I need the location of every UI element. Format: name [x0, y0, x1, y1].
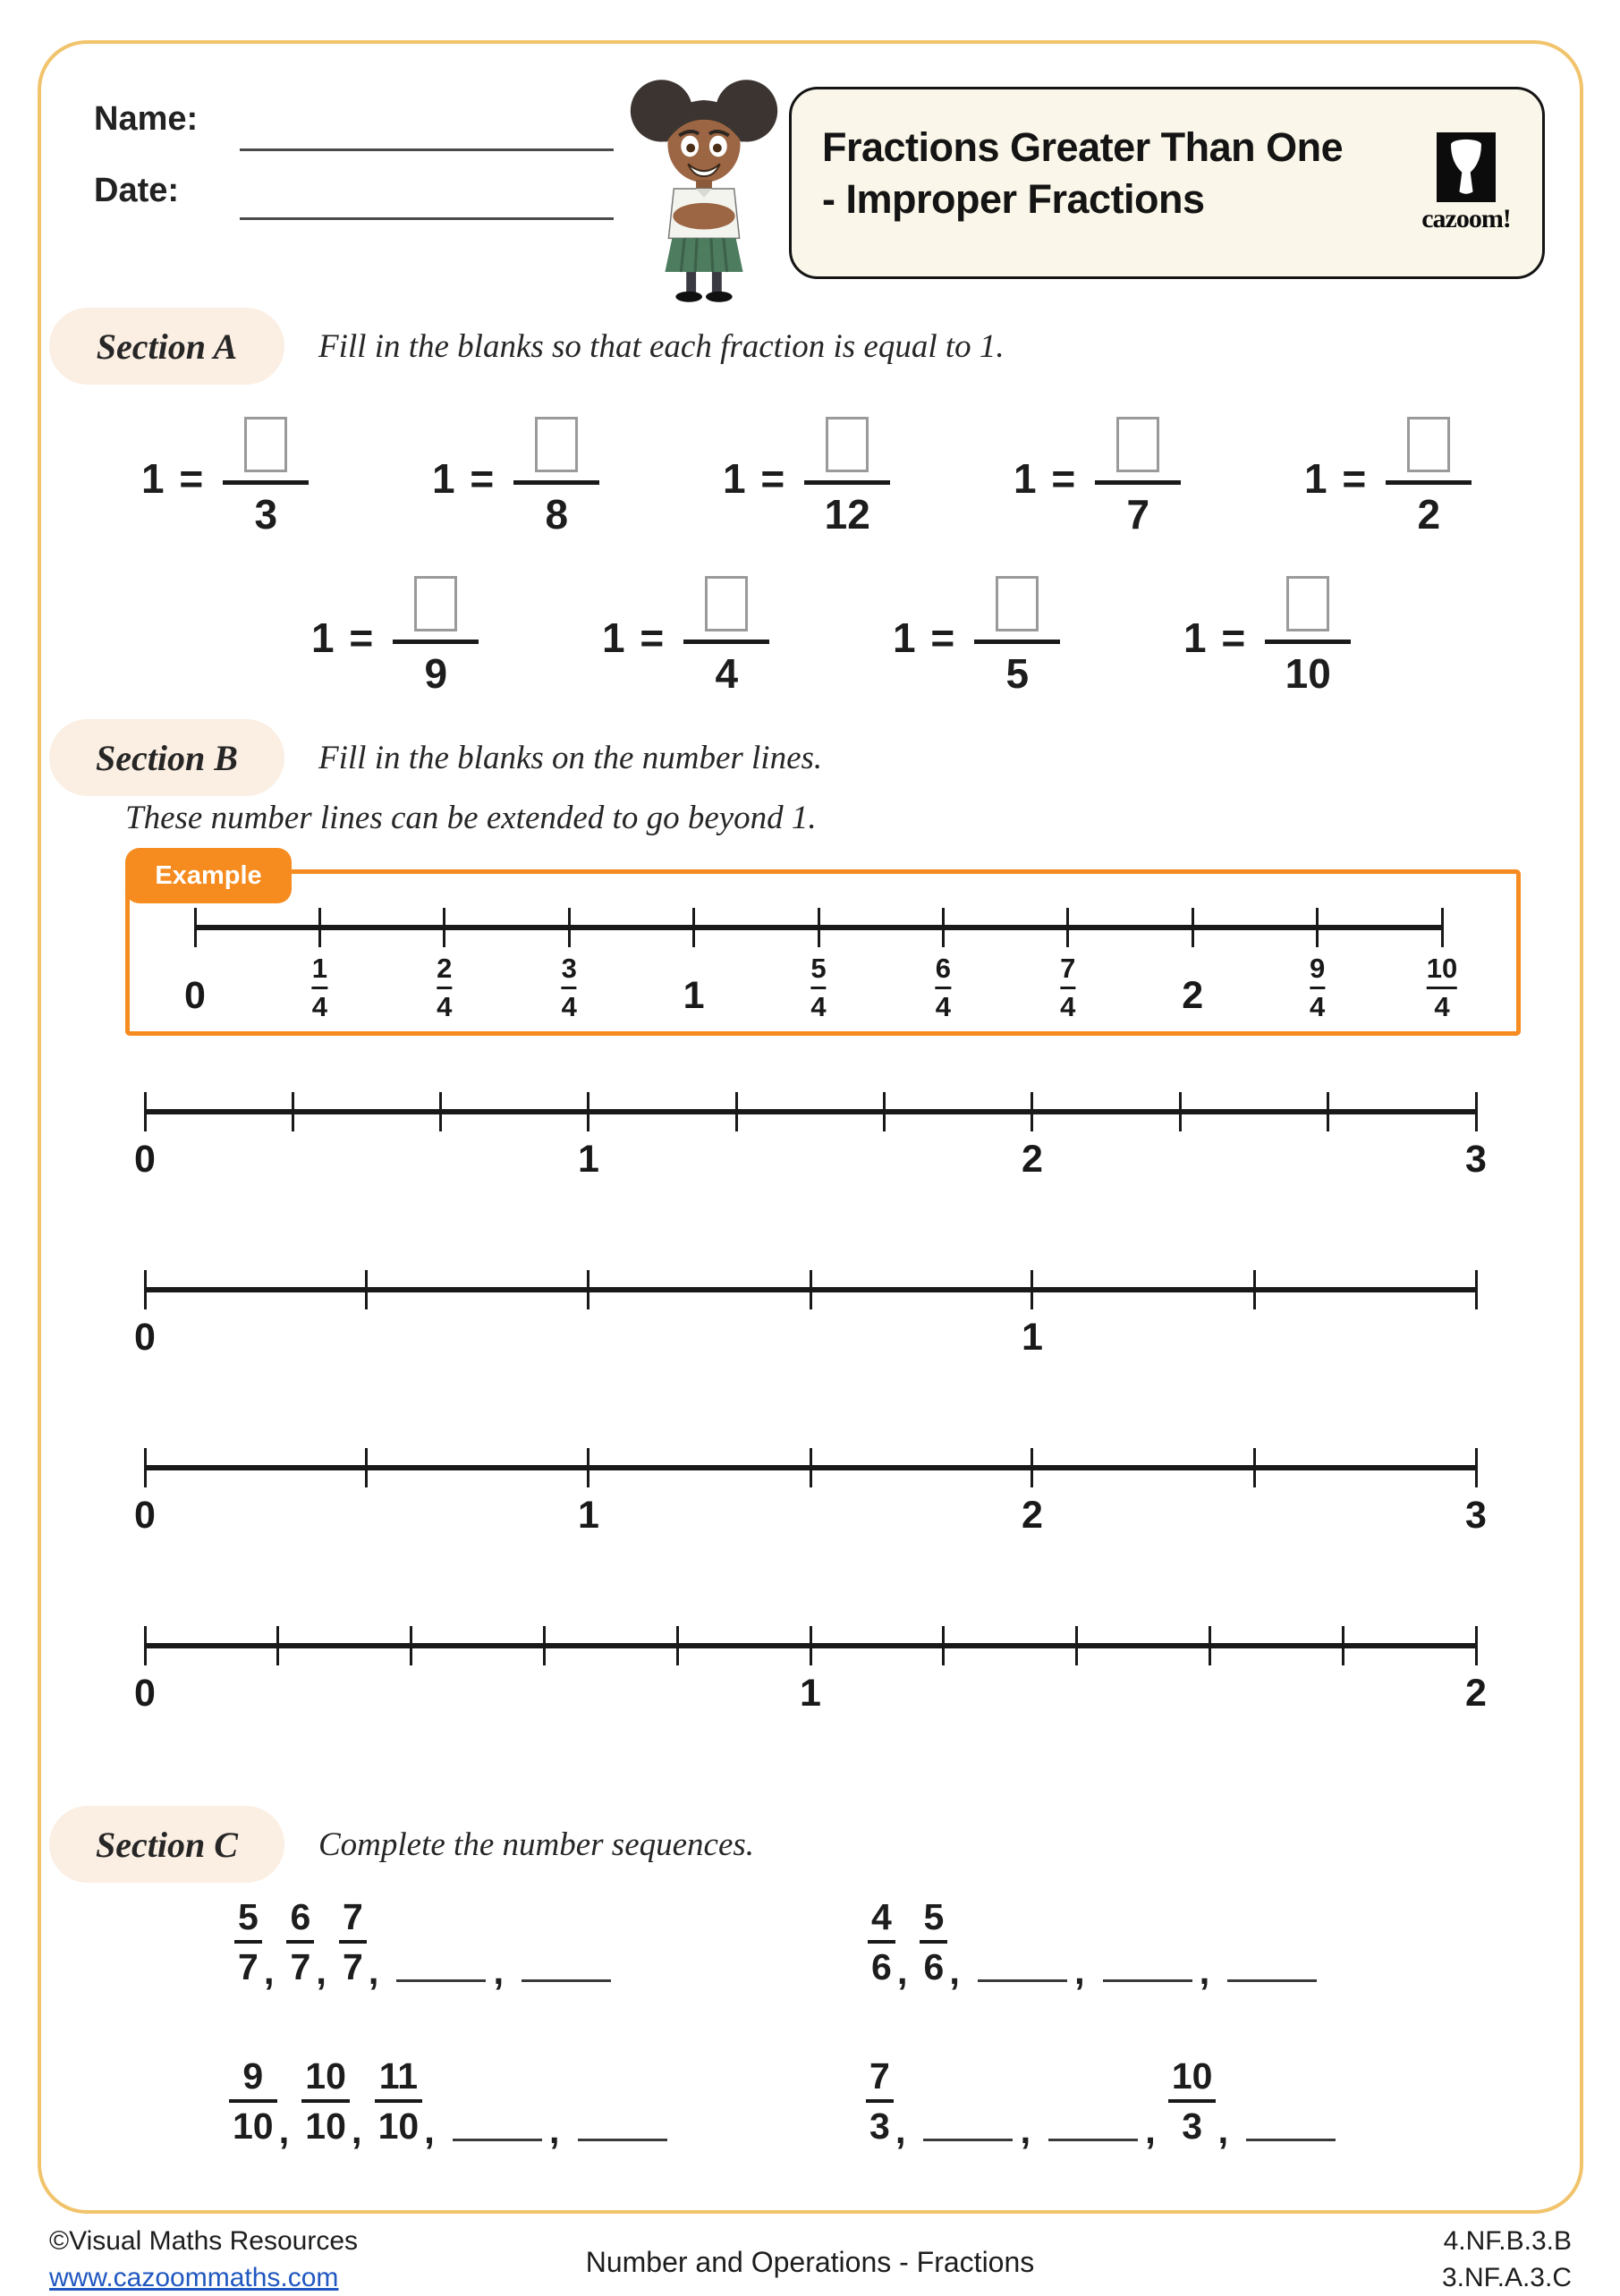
tick-mark [144, 1626, 147, 1665]
comma-separator: , [1073, 1950, 1085, 1992]
equation-fraction [1095, 417, 1181, 538]
fraction-numerator: 2 [437, 953, 453, 984]
equation-fraction [393, 576, 479, 698]
fraction-bar [562, 987, 577, 989]
numerator-answer-box[interactable] [535, 417, 578, 472]
tick-mark [1441, 908, 1444, 947]
tick-mark [568, 908, 571, 947]
tick-mark [942, 1626, 945, 1665]
fraction-bar [375, 2099, 423, 2103]
fraction-denominator: 10 [377, 2105, 420, 2147]
section-c-header [49, 1805, 754, 1884]
tick-mark [144, 1448, 147, 1487]
fraction-bar [936, 987, 951, 989]
tick-mark [1342, 1626, 1344, 1665]
equation-fraction [1265, 576, 1351, 698]
number-line-label: 2 [1182, 974, 1204, 1017]
number-line-label: 0 [134, 1316, 156, 1359]
standard-code-1: 4.NF.B.3.B [1443, 2226, 1572, 2256]
fraction-bar [234, 1940, 262, 1944]
tick-mark [410, 1626, 412, 1665]
number-line-label: 0 [134, 1138, 156, 1181]
fraction-label [1427, 953, 1457, 1023]
equation-equal-to-one [893, 576, 1060, 698]
numerator-answer-box[interactable] [1286, 576, 1329, 631]
tick-mark [1475, 1448, 1478, 1487]
fraction-denominator: 6 [923, 1946, 945, 1987]
fraction-bar [339, 1940, 367, 1944]
tick-mark [1475, 1626, 1478, 1665]
number-line-label: 0 [134, 1494, 156, 1537]
equation-equal-to-one [311, 576, 479, 698]
sequence-answer-blank[interactable] [1246, 2139, 1336, 2141]
equation-lhs: 1 = [141, 455, 206, 502]
sequence-fraction [339, 1896, 367, 1987]
fraction-numerator: 7 [1060, 953, 1076, 984]
sequence-answer-blank[interactable] [1227, 1979, 1317, 1982]
denominator: 7 [1126, 491, 1150, 538]
section-b-instruction: Fill in the blanks on the number lines. [318, 739, 823, 776]
fraction-denominator: 4 [1434, 991, 1450, 1022]
number-line-label [810, 953, 826, 1023]
sequence-fraction [868, 1896, 895, 1987]
equation-equal-to-one [723, 417, 890, 538]
tick-mark [543, 1626, 546, 1665]
numerator-answer-box[interactable] [244, 417, 287, 472]
fraction-numerator: 7 [869, 2055, 890, 2097]
tick-mark [1209, 1626, 1211, 1665]
fraction-numerator: 7 [342, 1896, 363, 1937]
section-b-pill [49, 719, 284, 796]
fraction-denominator: 7 [290, 1946, 311, 1987]
tick-mark [883, 1092, 886, 1131]
tick-mark [1316, 908, 1319, 947]
equation-lhs: 1 = [723, 455, 787, 502]
equation-lhs: 1 = [893, 614, 957, 661]
fraction-bar [920, 1940, 947, 1944]
fraction-numerator: 9 [242, 2055, 264, 2097]
tick-mark [365, 1270, 368, 1309]
section-a-label: Section A [96, 326, 238, 367]
equation-equal-to-one [602, 576, 769, 698]
sequence-answer-blank[interactable] [978, 1979, 1067, 1982]
fraction-bar [866, 2099, 894, 2103]
numerator-answer-box[interactable] [996, 576, 1039, 631]
tick-mark [942, 908, 945, 947]
fraction-numerator: 5 [238, 1896, 259, 1937]
footer-topic: Number and Operations - Fractions [585, 2246, 1035, 2278]
name-input-line[interactable] [240, 148, 614, 151]
tick-mark [1327, 1092, 1329, 1131]
number-line-label: 1 [578, 1494, 599, 1537]
tick-mark [365, 1448, 368, 1487]
fraction-bar [810, 987, 826, 989]
sequence-answer-blank[interactable] [522, 1979, 611, 1982]
number-line-label [936, 953, 951, 1023]
sequence-fraction [866, 2055, 894, 2147]
sequence-row [868, 1896, 1322, 1992]
tick-mark [144, 1092, 147, 1131]
number-line-label: 2 [1022, 1494, 1043, 1537]
fraction-bar [868, 1940, 895, 1944]
tick-mark [1253, 1270, 1256, 1309]
fraction-denominator: 3 [1182, 2105, 1203, 2147]
fraction-denominator: 4 [810, 991, 827, 1022]
footer-standards [1442, 2223, 1572, 2296]
denominator: 3 [254, 491, 278, 538]
equation-lhs: 1 = [432, 455, 496, 502]
comma-separator: , [949, 1950, 960, 1992]
tick-mark [810, 1270, 812, 1309]
tick-mark [1475, 1092, 1478, 1131]
comma-separator: , [1199, 1950, 1210, 1992]
comma-separator: , [316, 1950, 327, 1992]
tick-mark [818, 908, 820, 947]
sequence-fraction [286, 1896, 314, 1987]
tick-mark [810, 1448, 812, 1487]
sequence-row [866, 2055, 1341, 2151]
comma-separator: , [896, 1950, 908, 1992]
sequence-fraction [301, 2055, 350, 2147]
sequence-row [234, 1896, 616, 1992]
standard-code-2: 3.NF.A.3.C [1441, 2263, 1572, 2292]
fraction-denominator: 7 [238, 1946, 259, 1987]
tick-mark [735, 1092, 738, 1131]
number-line-label: 2 [1465, 1672, 1487, 1715]
sequence-answer-blank[interactable] [578, 2139, 667, 2141]
fraction-numerator: 6 [935, 953, 952, 984]
number-line-label [562, 953, 577, 1023]
tick-mark [587, 1448, 589, 1487]
fraction-numerator: 11 [378, 2055, 419, 2097]
numerator-answer-box[interactable] [705, 576, 748, 631]
tick-mark [194, 908, 197, 947]
name-label: Name: [94, 100, 199, 138]
sequence-fraction [920, 1896, 947, 1987]
tick-mark [318, 908, 321, 947]
comma-separator: , [351, 2109, 362, 2151]
sequence-answer-blank[interactable] [1048, 2139, 1138, 2141]
sequence-answer-blank[interactable] [1103, 1979, 1192, 1982]
fraction-label [936, 953, 951, 1023]
tick-mark [292, 1092, 294, 1131]
tick-mark [587, 1270, 589, 1309]
equation-equal-to-one [141, 417, 309, 538]
sequence-fraction [229, 2055, 277, 2147]
fraction-denominator: 4 [437, 991, 453, 1022]
tick-mark [144, 1270, 147, 1309]
section-b-label: Section B [96, 737, 238, 778]
tick-mark [1075, 1626, 1078, 1665]
fraction-numerator: 5 [923, 1896, 945, 1937]
section-b-note: These number lines can be extended to go beyond 1. [125, 800, 817, 836]
number-line-label: 3 [1465, 1494, 1487, 1537]
fraction-denominator: 4 [1060, 991, 1076, 1022]
drum-icon [1437, 132, 1496, 202]
comma-separator: , [493, 1950, 505, 1992]
number-line-label: 2 [1022, 1138, 1043, 1181]
tick-mark [1192, 908, 1194, 947]
fraction-bar [1427, 987, 1457, 989]
fraction-label [1310, 953, 1325, 1023]
tick-mark [1031, 1448, 1033, 1487]
comma-separator: , [368, 1950, 379, 1992]
example-tab-label: Example [155, 860, 262, 890]
numerator-answer-box[interactable] [414, 576, 457, 631]
equation-lhs: 1 = [1183, 614, 1248, 661]
section-b-header [49, 718, 822, 797]
tick-mark [587, 1092, 589, 1131]
number-line-label: 1 [1022, 1316, 1043, 1359]
number-line-label [312, 953, 327, 1023]
equation-fraction [1386, 417, 1472, 538]
fraction-denominator: 7 [342, 1946, 363, 1987]
equation-equal-to-one [432, 417, 599, 538]
number-line-label: 0 [184, 974, 206, 1017]
fraction-bar [1310, 987, 1325, 989]
equation-lhs: 1 = [1304, 455, 1369, 502]
fraction-bar [1386, 480, 1472, 485]
logo-wordmark: cazoom! [1421, 204, 1511, 233]
equation-fraction [223, 417, 309, 538]
comma-separator: , [1020, 2109, 1031, 2151]
fraction-numerator: 9 [1309, 953, 1326, 984]
worksheet-title-box [789, 87, 1545, 279]
denominator: 12 [824, 491, 870, 538]
fraction-numerator: 1 [311, 953, 328, 984]
fraction-numerator: 6 [290, 1896, 311, 1937]
denominator: 4 [715, 650, 739, 697]
sequence-fraction [234, 1896, 262, 1987]
tick-mark [439, 1092, 442, 1131]
fraction-bar [393, 640, 479, 644]
student-cartoon [615, 72, 793, 307]
fraction-denominator: 4 [1309, 991, 1326, 1022]
tick-mark [1031, 1270, 1033, 1309]
tick-mark [1066, 908, 1069, 947]
denominator: 10 [1285, 650, 1331, 697]
numerator-answer-box[interactable] [826, 417, 869, 472]
fraction-denominator: 3 [869, 2105, 890, 2147]
fraction-label [810, 953, 826, 1023]
sequence-fraction [1168, 2055, 1217, 2147]
number-line-label [1427, 953, 1457, 1023]
comma-separator: , [1145, 2109, 1156, 2151]
fraction-denominator: 4 [935, 991, 952, 1022]
fraction-numerator: 4 [871, 1896, 892, 1937]
sequence-answer-blank[interactable] [396, 1979, 486, 1982]
number-line-bar [145, 1109, 1476, 1114]
fraction-denominator: 10 [233, 2105, 274, 2147]
sequence-row [229, 2055, 673, 2151]
fraction-bar [974, 640, 1060, 644]
equation-fraction [683, 576, 769, 698]
website-link[interactable]: www.cazoommaths.com [49, 2263, 339, 2292]
section-c-pill [49, 1806, 284, 1883]
fraction-label [312, 953, 327, 1023]
comma-separator: , [548, 2109, 560, 2151]
tick-mark [1253, 1448, 1256, 1487]
fraction-bar [1265, 640, 1351, 644]
tick-mark [676, 1626, 679, 1665]
equation-fraction [804, 417, 890, 538]
numerator-answer-box[interactable] [1407, 417, 1450, 472]
denominator: 2 [1417, 491, 1441, 538]
numerator-answer-box[interactable] [1116, 417, 1159, 472]
denominator: 9 [424, 650, 448, 697]
equation-lhs: 1 = [311, 614, 376, 661]
fraction-denominator: 4 [561, 991, 577, 1022]
section-c-label: Section C [96, 1824, 238, 1865]
fraction-bar [286, 1940, 314, 1944]
fraction-numerator: 10 [305, 2055, 346, 2097]
comma-separator: , [278, 2109, 290, 2151]
number-line-label [1060, 953, 1075, 1023]
fraction-label [562, 953, 577, 1023]
tick-mark [692, 908, 695, 947]
section-a-instruction: Fill in the blanks so that each fraction is equal to 1. [318, 327, 1005, 365]
number-line-label: 1 [683, 974, 705, 1017]
equation-lhs: 1 = [602, 614, 666, 661]
date-label: Date: [94, 172, 180, 209]
section-a-pill [49, 308, 284, 385]
fraction-denominator: 4 [311, 991, 328, 1022]
tick-mark [810, 1626, 812, 1665]
fraction-numerator: 10 [1171, 2055, 1213, 2097]
fraction-denominator: 10 [305, 2105, 346, 2147]
comma-separator: , [424, 2109, 435, 2151]
fraction-bar [312, 987, 327, 989]
fraction-numerator: 5 [810, 953, 827, 984]
equation-lhs: 1 = [1014, 455, 1078, 502]
date-input-line[interactable] [240, 217, 614, 220]
sequence-answer-blank[interactable] [923, 2139, 1013, 2141]
fraction-bar [437, 987, 452, 989]
sequence-answer-blank[interactable] [453, 2139, 542, 2141]
comma-separator: , [895, 2109, 906, 2151]
tick-mark [443, 908, 445, 947]
number-line-label [1310, 953, 1325, 1023]
fraction-label [1060, 953, 1075, 1023]
section-c-instruction: Complete the number sequences. [318, 1826, 755, 1863]
fraction-bar [804, 480, 890, 485]
copyright-text: ©Visual Maths Resources [49, 2226, 359, 2256]
fraction-bar [683, 640, 769, 644]
fraction-bar [1060, 987, 1075, 989]
example-tab [125, 848, 292, 903]
tick-mark [1179, 1092, 1182, 1131]
fraction-bar [1168, 2099, 1217, 2103]
cazoom-logo [1417, 132, 1515, 234]
comma-separator: , [1217, 2109, 1229, 2151]
fraction-numerator: 3 [561, 953, 577, 984]
equation-fraction [513, 417, 599, 538]
fraction-bar [301, 2099, 350, 2103]
equation-equal-to-one [1014, 417, 1181, 538]
section-a-header [49, 307, 1005, 385]
number-line-label: 1 [800, 1672, 821, 1715]
fraction-denominator: 6 [871, 1946, 892, 1987]
number-line-label: 1 [578, 1138, 599, 1181]
equation-equal-to-one [1304, 417, 1472, 538]
number-line-label: 0 [134, 1672, 156, 1715]
fraction-bar [513, 480, 599, 485]
fraction-bar [1095, 480, 1181, 485]
fraction-bar [223, 480, 309, 485]
tick-mark [1475, 1270, 1478, 1309]
equation-equal-to-one [1183, 576, 1351, 698]
comma-separator: , [263, 1950, 275, 1992]
tick-mark [1031, 1092, 1033, 1131]
number-line-label: 3 [1465, 1138, 1487, 1181]
sequence-fraction [375, 2055, 423, 2147]
tick-mark [276, 1626, 279, 1665]
denominator: 5 [1005, 650, 1030, 697]
worksheet-title: Fractions Greater Than One - Improper Fractions [822, 124, 1344, 222]
number-line-label [437, 953, 452, 1023]
equation-fraction [974, 576, 1060, 698]
fraction-label [437, 953, 452, 1023]
denominator: 8 [545, 491, 569, 538]
fraction-numerator: 10 [1426, 953, 1458, 984]
fraction-bar [229, 2099, 277, 2103]
